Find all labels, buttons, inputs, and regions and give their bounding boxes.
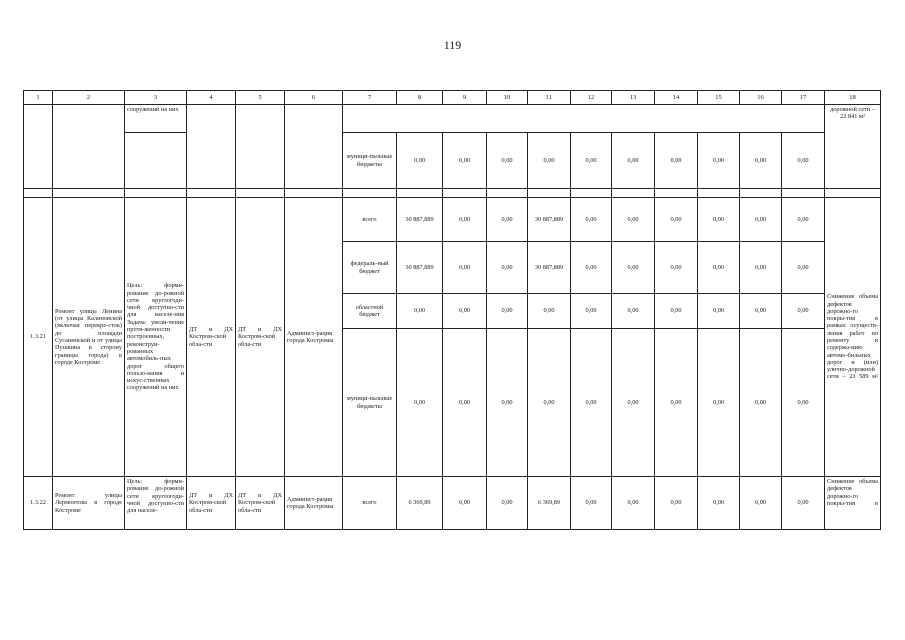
purpose-cell: Цель: форми-рование до-рожной сети круглогоди-чной доступно-сти для населе-ния Задача: увели-чение протя-женности построенных, реконструи-рованных автомобиль-ных дорог общего пользо-вания и искус-ственных сооружений на них	[125, 198, 187, 477]
funding-source: федераль-ный бюджет	[343, 242, 397, 294]
funding-source: муници-пальные бюджеты	[343, 329, 397, 477]
value-cell: 30 887,889	[397, 242, 443, 294]
measures-table	[23, 90, 881, 530]
column-number: 6	[285, 91, 343, 105]
customer-cell: ДТ и ДХ Костром-ской обла-сти	[236, 477, 285, 530]
value-cell: 0,00	[655, 242, 698, 294]
value-cell: 0,00	[740, 242, 782, 294]
column-number: 17	[782, 91, 825, 105]
table-row	[24, 477, 881, 530]
value-cell: 0,00	[655, 329, 698, 477]
column-number: 7	[343, 91, 397, 105]
result-cell: Снижение объема дефектов дорожно-го покры-тия в	[825, 477, 881, 530]
executor-cell: Админист-рация города Костромы	[285, 198, 343, 477]
value-cell: 0,00	[571, 477, 612, 530]
value-cell: 0,00	[782, 198, 825, 242]
value-cell: 0,00	[487, 477, 528, 530]
value-cell: 0,00	[740, 329, 782, 477]
value-cell: 0,00	[397, 329, 443, 477]
continuation-row	[24, 105, 881, 133]
value-cell: 0,00	[655, 198, 698, 242]
value-cell: 0,00	[528, 329, 571, 477]
column-number: 8	[397, 91, 443, 105]
purpose-cell: Цель: форми-рование до-рожной сети круглогоди-чной доступно-сти для населе-	[125, 477, 187, 530]
value-cell: 0,00	[612, 198, 655, 242]
value-cell: 0,00	[443, 477, 487, 530]
funding-source: всего	[343, 198, 397, 242]
value-cell: 6 369,89	[397, 477, 443, 530]
value-cell: 0,00	[397, 294, 443, 329]
value-cell: 0,00	[698, 198, 740, 242]
value-cell: 0,00	[782, 294, 825, 329]
item-name: Ремонт улицы Ленина (от улицы Калиновской (включая перекре-сток) до площади Сусанинской и от улицы Пушкина в сторону границы города) в городе Костроме	[53, 198, 125, 477]
column-number: 3	[125, 91, 187, 105]
result-cell: Снижение объема дефектов дорожно-го покры-тия в рамках осуществ-ления работ по ремонту и содержа-нию автомо-бильных дорог и (или) улично-дорожной сети – 23 589 м²	[825, 198, 881, 477]
value-cell: 0,00	[571, 198, 612, 242]
value-cell: 0,00	[571, 133, 612, 189]
value-cell: 0,00	[655, 294, 698, 329]
value-cell: 0,00	[571, 242, 612, 294]
column-number: 15	[698, 91, 740, 105]
value-cell: 0,00	[443, 198, 487, 242]
value-cell: 0,00	[443, 242, 487, 294]
value-cell: 0,00	[571, 329, 612, 477]
item-number: 1.3.22	[24, 477, 53, 530]
value-cell: 0,00	[612, 294, 655, 329]
value-cell: 0,00	[698, 329, 740, 477]
value-cell: 0,00	[740, 477, 782, 530]
value-cell: 0,00	[612, 242, 655, 294]
column-number: 2	[53, 91, 125, 105]
value-cell: 0,00	[698, 294, 740, 329]
value-cell: 0,00	[612, 329, 655, 477]
value-cell: 0,00	[487, 133, 528, 189]
column-number: 1	[24, 91, 53, 105]
result-cell: дорожной сети – 22 841 м²	[825, 105, 881, 189]
column-number: 14	[655, 91, 698, 105]
column-number: 12	[571, 91, 612, 105]
column-number: 16	[740, 91, 782, 105]
value-cell: 0,00	[655, 477, 698, 530]
executor-cell: Админист-рация города Костромы	[285, 477, 343, 530]
value-cell: 0,00	[740, 133, 782, 189]
value-cell: 0,00	[698, 477, 740, 530]
value-cell: 0,00	[782, 329, 825, 477]
page-number: 119	[443, 38, 462, 52]
value-cell: 0,00	[612, 477, 655, 530]
column-number: 10	[487, 91, 528, 105]
funding-source: муници-пальные бюджеты	[343, 133, 397, 189]
column-number: 4	[187, 91, 236, 105]
column-number: 11	[528, 91, 571, 105]
column-number: 9	[443, 91, 487, 105]
customer-cell: ДТ и ДХ Костром-ской обла-сти	[236, 198, 285, 477]
responsible-cell: ДТ и ДХ Костром-ской обла-сти	[187, 477, 236, 530]
value-cell: 0,00	[487, 198, 528, 242]
value-cell: 0,00	[782, 477, 825, 530]
funding-source: всего	[343, 477, 397, 530]
column-number-row	[24, 91, 881, 105]
value-cell: 0,00	[487, 329, 528, 477]
item-number: 1.3.21	[24, 198, 53, 477]
value-cell: 0,00	[782, 242, 825, 294]
item-name: Ремонт улицы Лермонтова в городе Костроме	[53, 477, 125, 530]
value-cell: 0,00	[740, 294, 782, 329]
value-cell: 0,00	[443, 329, 487, 477]
column-number: 5	[236, 91, 285, 105]
table-row	[24, 198, 881, 242]
value-cell: 6 369,89	[528, 477, 571, 530]
value-cell: 0,00	[487, 294, 528, 329]
spacer-row	[24, 189, 881, 198]
value-cell: 0,00	[443, 294, 487, 329]
value-cell: 30 887,889	[528, 198, 571, 242]
value-cell: 0,00	[740, 198, 782, 242]
continuation-source-row	[24, 133, 881, 189]
value-cell: 0,00	[528, 133, 571, 189]
responsible-cell: ДТ и ДХ Костром-ской обла-сти	[187, 198, 236, 477]
column-number: 18	[825, 91, 881, 105]
value-cell: 0,00	[528, 294, 571, 329]
value-cell: 0,00	[655, 133, 698, 189]
value-cell: 0,00	[571, 294, 612, 329]
value-cell: 0,00	[782, 133, 825, 189]
column-number: 13	[612, 91, 655, 105]
value-cell: 30 887,889	[397, 198, 443, 242]
funding-source: областной бюджет	[343, 294, 397, 329]
purpose-cell: сооружений на них	[125, 105, 187, 133]
value-cell: 0,00	[397, 133, 443, 189]
value-cell: 0,00	[612, 133, 655, 189]
value-cell: 0,00	[698, 133, 740, 189]
value-cell: 30 887,889	[528, 242, 571, 294]
value-cell: 0,00	[443, 133, 487, 189]
value-cell: 0,00	[487, 242, 528, 294]
value-cell: 0,00	[698, 242, 740, 294]
